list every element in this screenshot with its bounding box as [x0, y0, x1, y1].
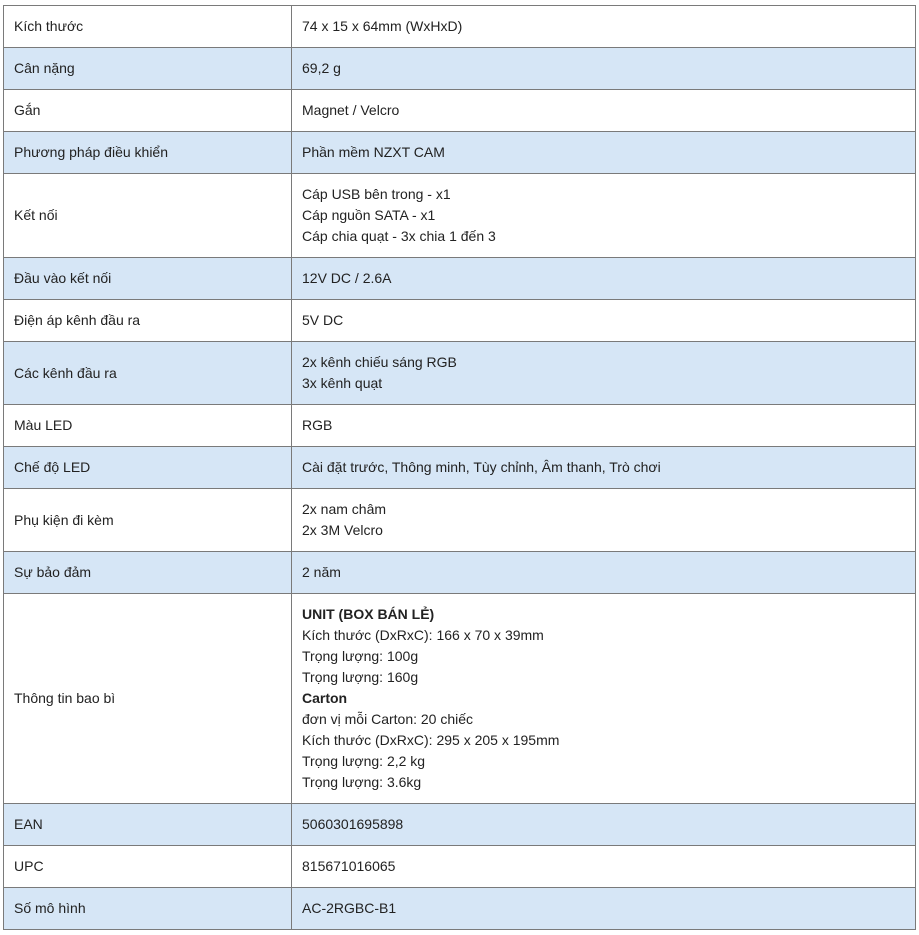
spec-row [4, 888, 916, 930]
spec-value-line: 74 x 15 x 64mm (WxHxD) [302, 18, 463, 34]
spec-label: Phương pháp điều khiển [4, 132, 292, 174]
spec-row [4, 846, 916, 888]
spec-row [4, 447, 916, 489]
spec-value [292, 48, 916, 90]
spec-value-line: đơn vị mỗi Carton: 20 chiếc [302, 711, 474, 727]
spec-value-line: 2x kênh chiếu sáng RGB [302, 354, 457, 370]
spec-value-line: 815671016065 [302, 858, 396, 874]
spec-value [292, 132, 916, 174]
spec-value [292, 594, 916, 804]
spec-value-line: Trọng lượng: 3.6kg [302, 774, 422, 790]
spec-row [4, 174, 916, 258]
spec-label: Chế độ LED [4, 447, 292, 489]
spec-value-line: Magnet / Velcro [302, 102, 400, 118]
spec-value-line: 12V DC / 2.6A [302, 270, 392, 286]
spec-value-line: Phần mềm NZXT CAM [302, 144, 445, 160]
spec-value [292, 174, 916, 258]
spec-row [4, 48, 916, 90]
spec-label: Phụ kiện đi kèm [4, 489, 292, 552]
spec-label: UPC [4, 846, 292, 888]
spec-row [4, 489, 916, 552]
spec-label: EAN [4, 804, 292, 846]
spec-value [292, 258, 916, 300]
spec-value-line: 3x kênh quạt [302, 375, 383, 391]
spec-value-line: 2x 3M Velcro [302, 522, 383, 538]
spec-label: Số mô hình [4, 888, 292, 930]
spec-label: Màu LED [4, 405, 292, 447]
spec-value [292, 888, 916, 930]
spec-label: Các kênh đầu ra [4, 342, 292, 405]
spec-row [4, 552, 916, 594]
spec-row [4, 300, 916, 342]
spec-value [292, 489, 916, 552]
spec-value [292, 300, 916, 342]
spec-value-line: Trọng lượng: 2,2 kg [302, 753, 426, 769]
spec-value-line: 69,2 g [302, 60, 341, 76]
spec-label: Gắn [4, 90, 292, 132]
spec-value-line: 5V DC [302, 312, 344, 328]
spec-row [4, 594, 916, 804]
spec-label: Đầu vào kết nối [4, 258, 292, 300]
spec-row [4, 342, 916, 405]
spec-value [292, 90, 916, 132]
spec-table [3, 5, 916, 930]
spec-row [4, 6, 916, 48]
spec-row [4, 132, 916, 174]
spec-row [4, 405, 916, 447]
spec-value [292, 447, 916, 489]
spec-row [4, 90, 916, 132]
spec-label: Điện áp kênh đầu ra [4, 300, 292, 342]
spec-value-line: RGB [302, 417, 333, 433]
spec-value-line: Trọng lượng: 160g [302, 669, 419, 685]
packaging-heading: Carton [302, 690, 348, 706]
spec-value-line: 2 năm [302, 564, 341, 580]
spec-row [4, 804, 916, 846]
spec-value-line: Cáp nguồn SATA - x1 [302, 207, 436, 223]
spec-value-line: Cáp USB bên trong - x1 [302, 186, 451, 202]
spec-label: Cân nặng [4, 48, 292, 90]
spec-value-line: 2x nam châm [302, 501, 387, 517]
spec-value [292, 6, 916, 48]
spec-value-line: Cài đặt trước, Thông minh, Tùy chỉnh, Âm thanh, Trò chơi [302, 459, 661, 475]
spec-value-line: Kích thước (DxRxC): 295 x 205 x 195mm [302, 732, 560, 748]
spec-value-line: 5060301695898 [302, 816, 404, 832]
spec-label: Thông tin bao bì [4, 594, 292, 804]
spec-value [292, 342, 916, 405]
spec-value-line: Kích thước (DxRxC): 166 x 70 x 39mm [302, 627, 544, 643]
spec-value [292, 552, 916, 594]
spec-value-line: AC-2RGBC-B1 [302, 900, 397, 916]
spec-label: Kết nối [4, 174, 292, 258]
spec-value-line: Cáp chia quạt - 3x chia 1 đến 3 [302, 228, 496, 244]
packaging-heading: UNIT (BOX BÁN LẺ) [302, 606, 435, 622]
spec-label: Sự bảo đảm [4, 552, 292, 594]
spec-value-line: Trọng lượng: 100g [302, 648, 419, 664]
spec-value [292, 846, 916, 888]
spec-value [292, 804, 916, 846]
spec-value [292, 405, 916, 447]
spec-row [4, 258, 916, 300]
spec-label: Kích thước [4, 6, 292, 48]
